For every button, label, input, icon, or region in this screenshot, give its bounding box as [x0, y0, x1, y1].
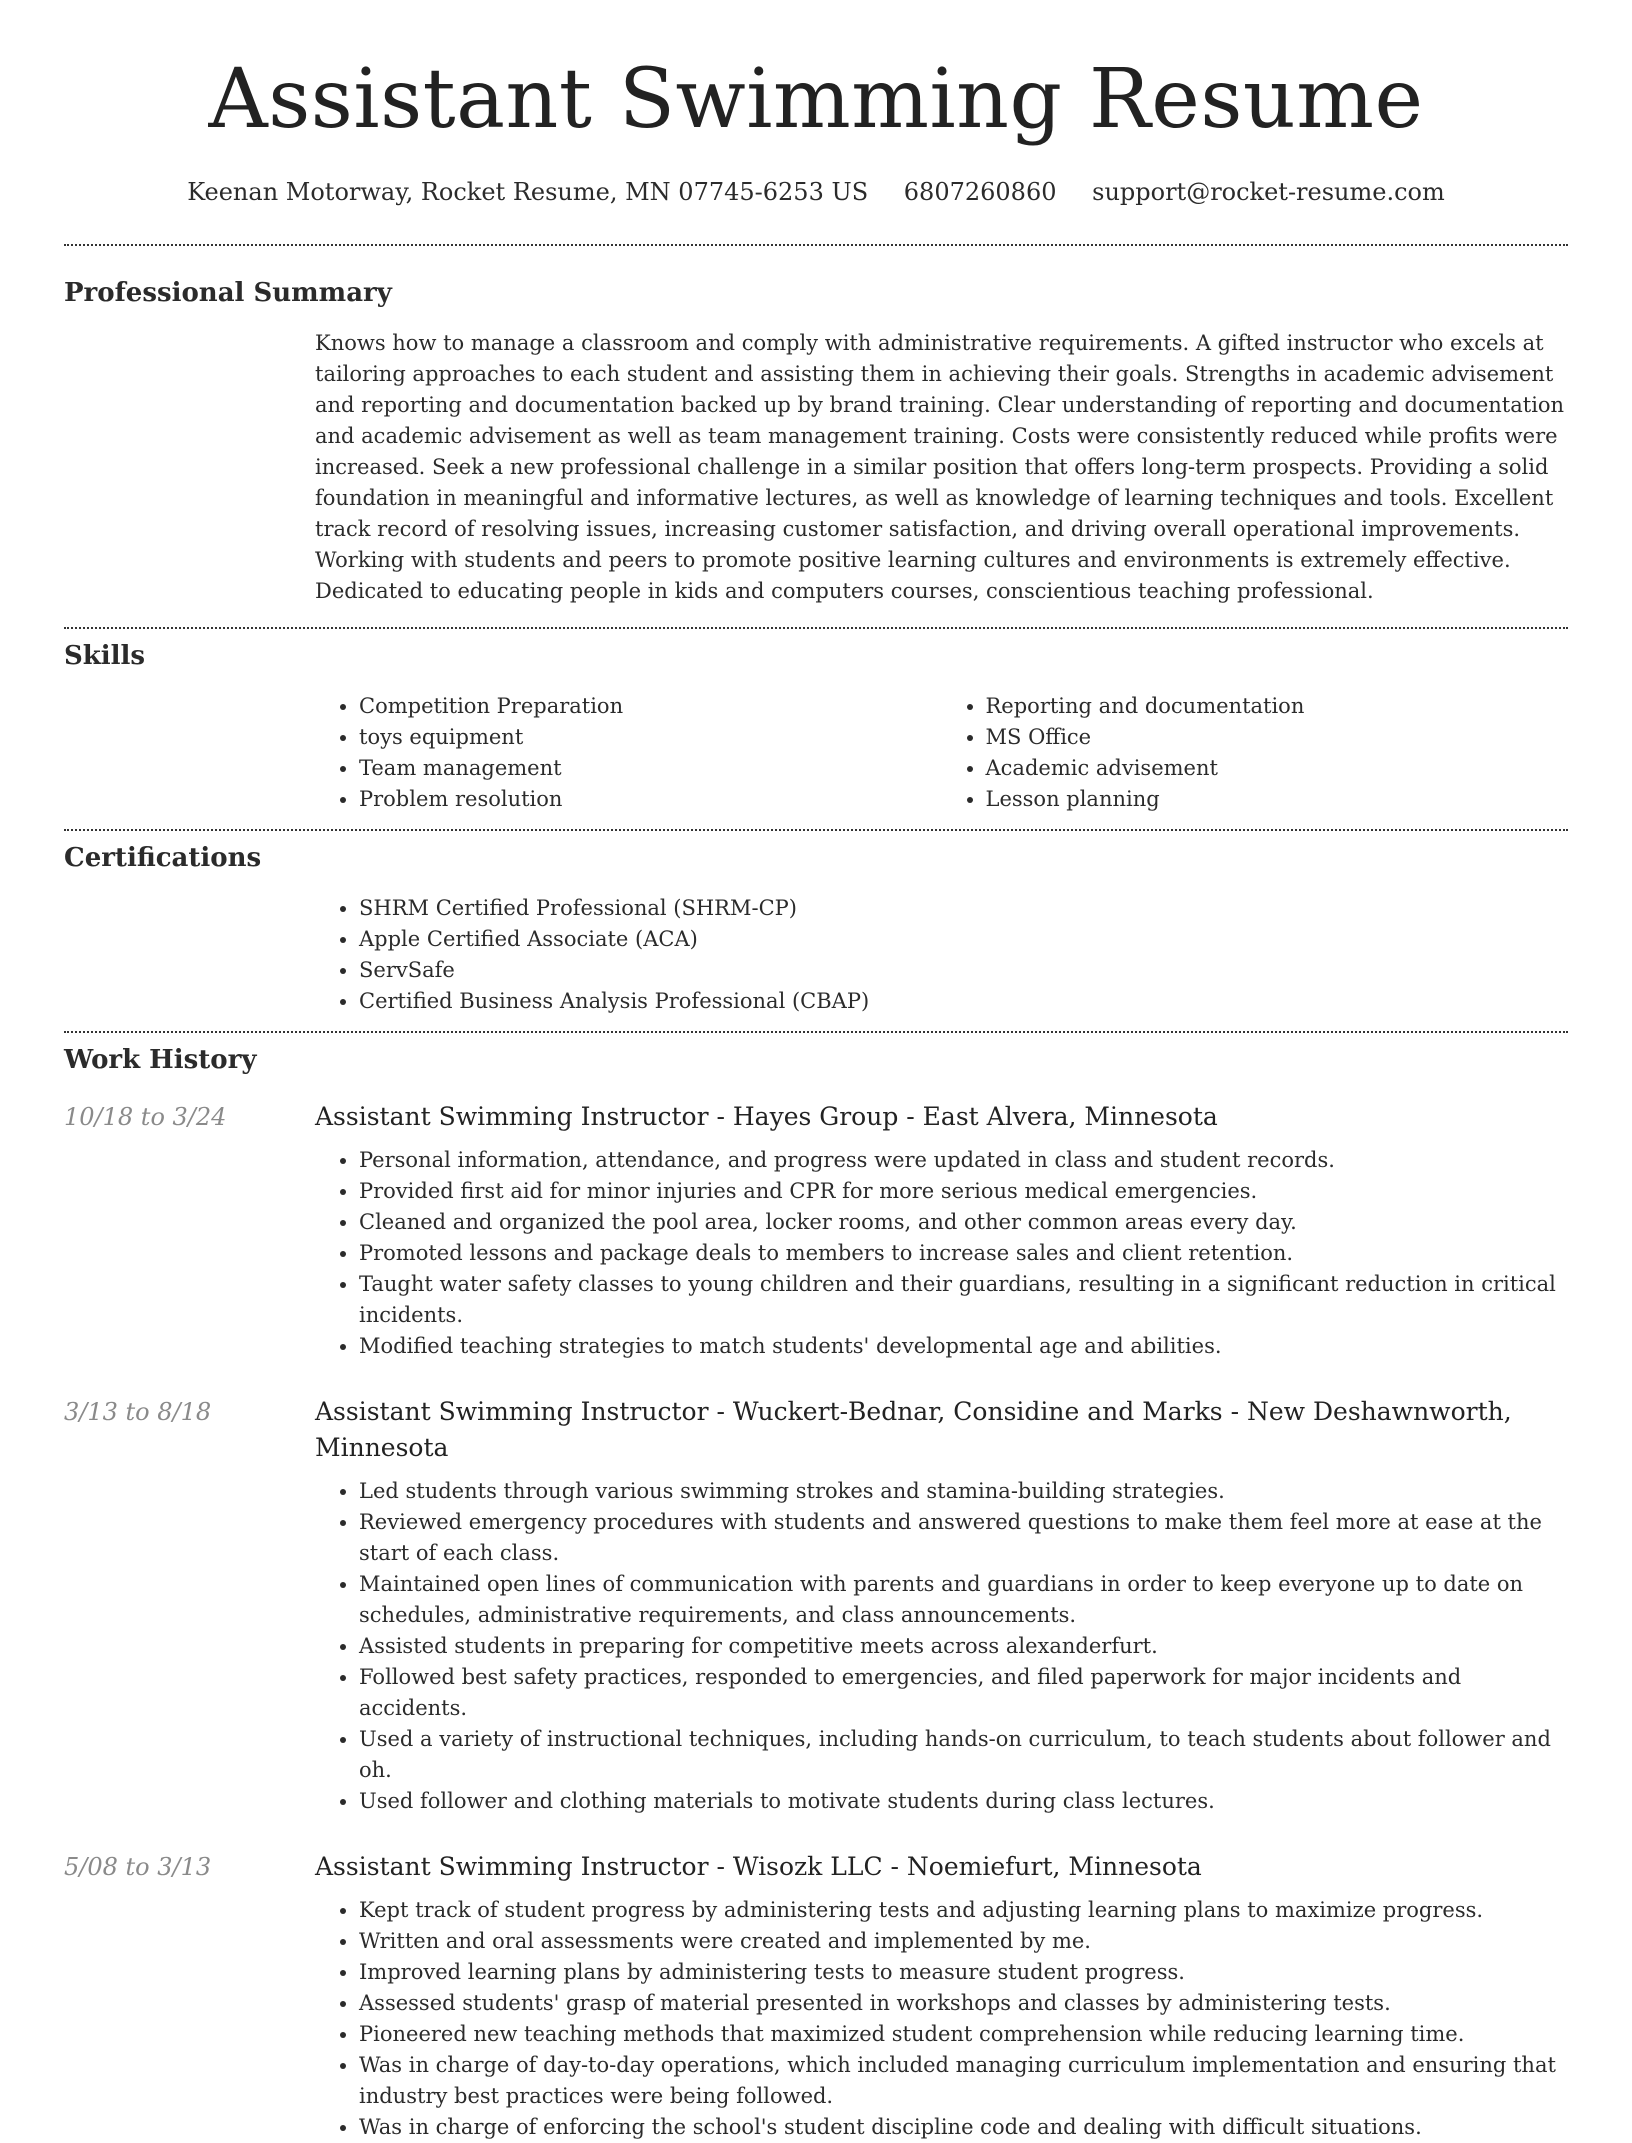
job-bullet: • Provided first aid for minor injuries and CPR for more serious medical emergencies.: [359, 1176, 1568, 1207]
job-bullet: • Reviewed emergency procedures with students and answered questions to make them feel more at ease at the start of each class.: [359, 1507, 1568, 1569]
job-bullets: [315, 1895, 1568, 2143]
certifications-list: [315, 893, 1568, 1017]
job-bullet: • Maintained open lines of communication with parents and guardians in order to keep everyone up to date on schedules, administrative requirements, and class announcements.: [359, 1569, 1568, 1631]
certification-item: • SHRM Certified Professional (SHRM-CP): [359, 893, 1568, 924]
contact-line: [64, 176, 1568, 208]
contact-address: Keenan Motorway, Rocket Resume, MN 07745-6253 US: [187, 178, 869, 206]
section-heading-summary: Professional Summary: [64, 278, 392, 308]
resume-title: Assistant Swimming Resume: [208, 52, 1424, 147]
job-bullet: • Improved learning plans by administering tests to measure student progress.: [359, 1957, 1568, 1988]
section-heading-certifications: Certifications: [64, 843, 262, 873]
job-bullet: • Pioneered new teaching methods that maximized student comprehension while reducing learning time.: [359, 2019, 1568, 2050]
job-dates: 10/18 to 3/24: [64, 1103, 227, 1131]
job-entry: [64, 1849, 1568, 2143]
divider: [64, 829, 1568, 831]
job-bullet: • Was in charge of day-to-day operations, which included managing curriculum implementation and ensuring that industry best practices were being followed.: [359, 2050, 1568, 2112]
job-bullet: • Led students through various swimming strokes and stamina-building strategies.: [359, 1476, 1568, 1507]
certification-item: • Apple Certified Associate (ACA): [359, 924, 1568, 955]
certification-item: • Certified Business Analysis Professional (CBAP): [359, 986, 1568, 1017]
job-bullet: • Modified teaching strategies to match students' developmental age and abilities.: [359, 1331, 1568, 1362]
job-bullet: • Followed best safety practices, responded to emergencies, and filed paperwork for major incidents and accidents.: [359, 1662, 1568, 1724]
job-title: Assistant Swimming Instructor - Wisozk LLC - Noemiefurt, Minnesota: [315, 1852, 1202, 1881]
job-title: Assistant Swimming Instructor - Hayes Group - East Alvera, Minnesota: [315, 1102, 1218, 1131]
job-bullet: • Kept track of student progress by administering tests and adjusting learning plans to maximize progress.: [359, 1895, 1568, 1926]
contact-phone: 6807260860: [903, 178, 1057, 206]
resume-page: [64, 0, 1568, 2143]
skill-item: • Problem resolution: [359, 784, 942, 815]
skills-column-right: [942, 691, 1569, 815]
job-bullet: • Personal information, attendance, and progress were updated in class and student records.: [359, 1145, 1568, 1176]
job-bullet: • Used follower and clothing materials to motivate students during class lectures.: [359, 1786, 1568, 1817]
skills-column-left: [315, 691, 942, 815]
job-dates: 5/08 to 3/13: [64, 1853, 212, 1881]
certification-item: • ServSafe: [359, 955, 1568, 986]
skill-item: • toys equipment: [359, 722, 942, 753]
section-heading-work-history: Work History: [64, 1045, 257, 1075]
job-dates: 3/13 to 8/18: [64, 1398, 212, 1426]
job-bullet: • Cleaned and organized the pool area, locker rooms, and other common areas every day.: [359, 1207, 1568, 1238]
skill-item: • Academic advisement: [986, 753, 1569, 784]
contact-email: support@rocket-resume.com: [1092, 178, 1445, 206]
job-bullet: • Assessed students' grasp of material presented in workshops and classes by administering tests.: [359, 1988, 1568, 2019]
job-bullets: [315, 1476, 1568, 1817]
job-bullet: • Promoted lessons and package deals to members to increase sales and client retention.: [359, 1238, 1568, 1269]
job-bullet: • Assisted students in preparing for competitive meets across alexanderfurt.: [359, 1631, 1568, 1662]
job-bullet: • Was in charge of enforcing the school's student discipline code and dealing with difficult situations.: [359, 2112, 1568, 2143]
job-title: Assistant Swimming Instructor - Wuckert-Bednar, Considine and Marks - New Deshawnworth, Minnesota: [315, 1397, 1512, 1462]
skill-item: • Reporting and documentation: [986, 691, 1569, 722]
summary-text: Knows how to manage a classroom and comply with administrative requirements. A gifted instructor who excels at tailoring approaches to each student and assisting them in achieving their goals. Strengths in academic advisement and reporting and documentation backed up by brand training. Clear understanding of reporting and documentation and academic advisement as well as team management training. Costs were consistently reduced while profits were increased. Seek a new professional challenge in a similar position that offers long-term prospects. Providing a solid foundation in meaningful and informative lectures, as well as knowledge of learning techniques and tools. Excellent track record of resolving issues, increasing customer satisfaction, and driving overall operational improvements. Working with students and peers to promote positive learning cultures and environments is extremely effective. Dedicated to educating people in kids and computers courses, conscientious teaching professional.: [315, 331, 1565, 603]
job-bullet: • Taught water safety classes to young children and their guardians, resulting in a significant reduction in critical incidents.: [359, 1269, 1568, 1331]
skill-item: • Team management: [359, 753, 942, 784]
job-bullet: • Written and oral assessments were created and implemented by me.: [359, 1926, 1568, 1957]
job-bullet: • Used a variety of instructional techniques, including hands-on curriculum, to teach students about follower and oh.: [359, 1724, 1568, 1786]
skill-item: • Lesson planning: [986, 784, 1569, 815]
job-entry: [64, 1394, 1568, 1817]
job-bullets: [315, 1145, 1568, 1362]
divider: [64, 1031, 1568, 1033]
skill-item: • MS Office: [986, 722, 1569, 753]
skill-item: • Competition Preparation: [359, 691, 942, 722]
divider: [64, 244, 1568, 246]
job-entry: [64, 1099, 1568, 1362]
section-heading-skills: Skills: [64, 641, 146, 671]
divider: [64, 627, 1568, 629]
skills-list: [315, 691, 1568, 815]
